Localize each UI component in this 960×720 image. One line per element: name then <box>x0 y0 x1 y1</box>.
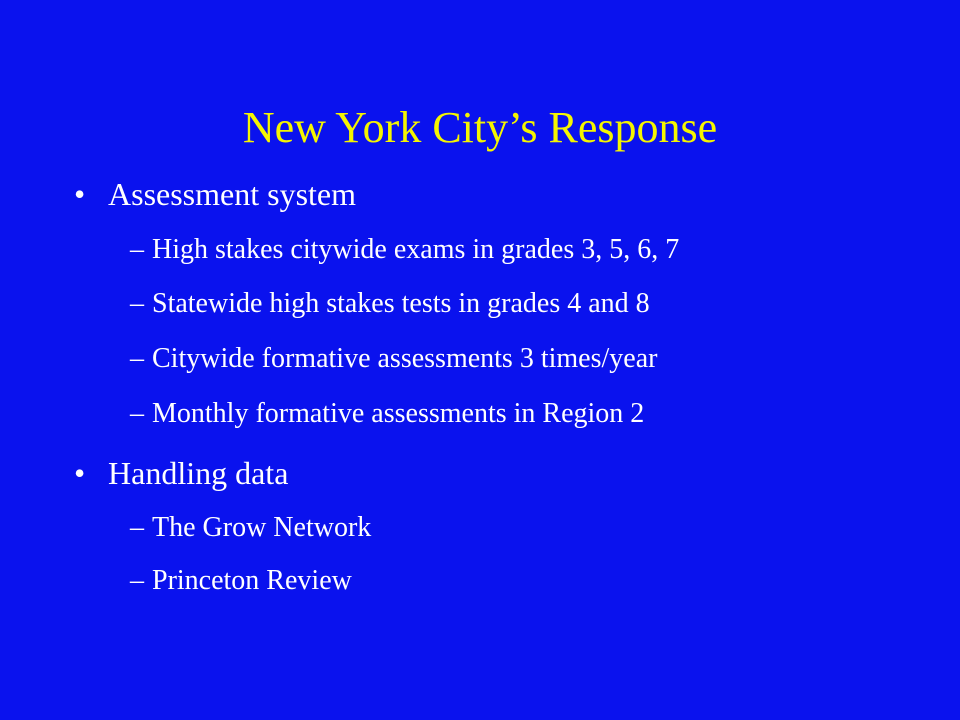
dash-marker: – <box>130 565 144 596</box>
sub-bullet-text: Statewide high stakes tests in grades 4 and 8 <box>152 288 650 319</box>
sub-bullet <box>130 396 644 432</box>
sub-bullet-text: Citywide formative assessments 3 times/year <box>152 343 658 374</box>
dash-marker: – <box>130 288 144 319</box>
sub-bullet-text: The Grow Network <box>152 512 372 543</box>
sub-bullet <box>130 286 650 322</box>
sub-bullet <box>130 563 352 599</box>
dash-marker: – <box>130 234 144 265</box>
sub-bullet <box>130 341 657 377</box>
bullet-text: Assessment system <box>108 176 356 212</box>
bullet-text: Handling data <box>108 455 289 491</box>
dash-marker: – <box>130 343 144 374</box>
bullet-marker: • <box>74 176 86 212</box>
bullet-assessment-system <box>74 174 356 214</box>
dash-marker: – <box>130 398 144 429</box>
sub-bullet-text: High stakes citywide exams in grades 3, 5, 6, 7 <box>152 234 680 265</box>
dash-marker: – <box>130 512 144 543</box>
sub-bullet <box>130 232 679 268</box>
slide-title: New York City’s Response <box>242 103 718 152</box>
sub-bullet-text: Princeton Review <box>152 565 352 596</box>
bullet-marker: • <box>74 455 86 491</box>
sub-bullet-text: Monthly formative assessments in Region 2 <box>152 398 645 429</box>
bullet-handling-data <box>74 453 288 493</box>
sub-bullet <box>130 510 371 546</box>
